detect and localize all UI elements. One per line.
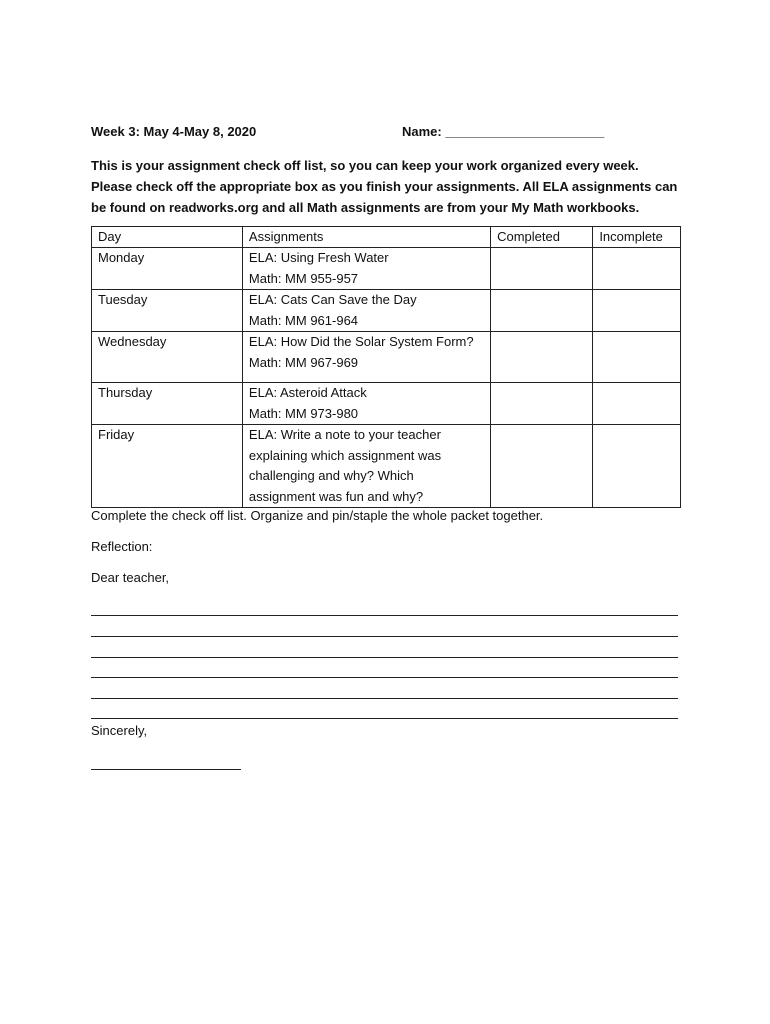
table-row bbox=[92, 290, 681, 332]
completed-checkbox-cell[interactable] bbox=[491, 290, 593, 332]
assignment-line: ELA: How Did the Solar System Form? bbox=[248, 334, 474, 349]
completed-checkbox-cell[interactable] bbox=[491, 425, 593, 508]
assignment-line: assignment was fun and why? bbox=[248, 488, 424, 504]
writing-line[interactable] bbox=[91, 657, 678, 658]
day-cell: Monday bbox=[92, 248, 243, 290]
table-row bbox=[92, 248, 681, 290]
writing-line[interactable] bbox=[91, 698, 678, 699]
assignments-cell bbox=[242, 425, 490, 508]
header-incomplete: Incomplete bbox=[593, 227, 681, 248]
writing-line[interactable] bbox=[91, 615, 678, 616]
name-field-label: Name: ______________________ bbox=[402, 124, 605, 139]
assignments-cell bbox=[242, 248, 490, 290]
assignment-line: ELA: Write a note to your teacher bbox=[248, 427, 441, 442]
table-row bbox=[92, 332, 681, 383]
day-cell: Wednesday bbox=[92, 332, 243, 383]
closing-text: Sincerely, bbox=[91, 723, 148, 738]
writing-line[interactable] bbox=[91, 718, 678, 719]
intro-paragraph bbox=[91, 155, 691, 218]
instructions-text: Complete the check off list. Organize and pin/staple the whole packet together. bbox=[91, 508, 544, 523]
assignment-line: Math: MM 967-969 bbox=[248, 354, 359, 370]
day-cell: Friday bbox=[92, 425, 243, 508]
assignments-cell bbox=[242, 290, 490, 332]
completed-checkbox-cell[interactable] bbox=[491, 383, 593, 425]
assignment-line: ELA: Asteroid Attack bbox=[248, 385, 367, 400]
assignment-line: ELA: Cats Can Save the Day bbox=[248, 292, 417, 307]
header-day: Day bbox=[92, 227, 243, 248]
day-cell: Thursday bbox=[92, 383, 243, 425]
completed-checkbox-cell[interactable] bbox=[491, 248, 593, 290]
assignments-cell bbox=[242, 332, 490, 383]
intro-line: This is your assignment check off list, so you can keep your work organized every week. bbox=[91, 158, 639, 173]
assignments-cell bbox=[242, 383, 490, 425]
incomplete-checkbox-cell[interactable] bbox=[593, 290, 681, 332]
assignment-line: explaining which assignment was bbox=[248, 447, 442, 463]
assignment-line: Math: MM 955-957 bbox=[248, 270, 359, 286]
intro-line: be found on readworks.org and all Math assignments are from your My Math workbooks. bbox=[91, 200, 640, 215]
writing-line[interactable] bbox=[91, 636, 678, 637]
incomplete-checkbox-cell[interactable] bbox=[593, 425, 681, 508]
assignment-line: Math: MM 961-964 bbox=[248, 312, 359, 328]
header-assignments: Assignments bbox=[242, 227, 490, 248]
assignment-checklist-table bbox=[91, 226, 681, 508]
table-row bbox=[92, 383, 681, 425]
table-row bbox=[92, 425, 681, 508]
assignment-line: challenging and why? Which bbox=[248, 468, 414, 483]
assignment-line: Math: MM 973-980 bbox=[248, 405, 359, 421]
signature-line[interactable] bbox=[91, 769, 241, 770]
reflection-label: Reflection: bbox=[91, 539, 153, 554]
week-title: Week 3: May 4-May 8, 2020 bbox=[91, 124, 257, 139]
salutation-text: Dear teacher, bbox=[91, 570, 170, 585]
incomplete-checkbox-cell[interactable] bbox=[593, 332, 681, 383]
intro-line: Please check off the appropriate box as you finish your assignments. All ELA assignments can bbox=[91, 179, 678, 194]
day-cell: Tuesday bbox=[92, 290, 243, 332]
incomplete-checkbox-cell[interactable] bbox=[593, 383, 681, 425]
incomplete-checkbox-cell[interactable] bbox=[593, 248, 681, 290]
assignment-line: ELA: Using Fresh Water bbox=[248, 250, 389, 265]
table-header-row bbox=[92, 227, 681, 248]
completed-checkbox-cell[interactable] bbox=[491, 332, 593, 383]
header-completed: Completed bbox=[491, 227, 593, 248]
writing-line[interactable] bbox=[91, 677, 678, 678]
